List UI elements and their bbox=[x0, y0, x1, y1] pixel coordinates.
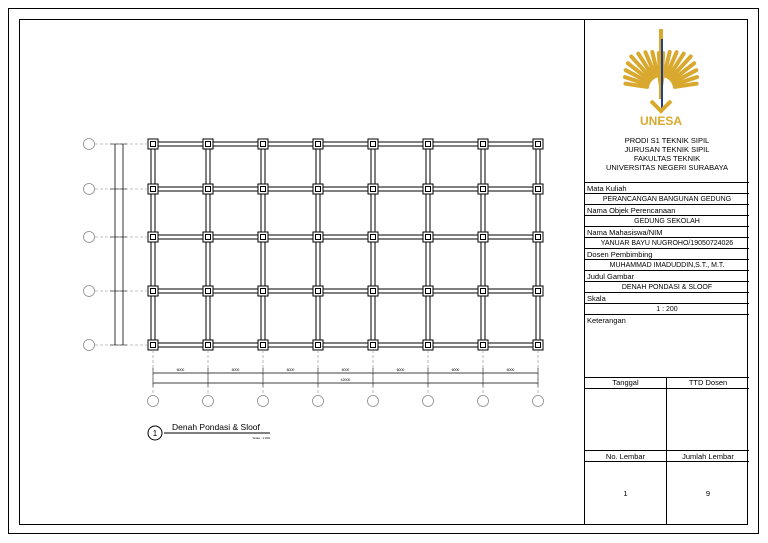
footing bbox=[148, 139, 158, 149]
institution-text bbox=[585, 136, 749, 172]
grid-bubble bbox=[533, 396, 544, 407]
footing bbox=[478, 286, 488, 296]
skala-label: Skala bbox=[585, 292, 749, 303]
footing bbox=[313, 232, 323, 242]
jumlah-lembar-label: Jumlah Lembar bbox=[667, 450, 749, 462]
grid-bubble bbox=[423, 396, 434, 407]
footing bbox=[148, 232, 158, 242]
mahasiswa-value: YANUAR BAYU NUGROHO/19050724026 bbox=[585, 237, 749, 248]
fakultas-line: FAKULTAS TEKNIK bbox=[633, 154, 701, 163]
footing bbox=[258, 184, 268, 194]
grid-bubble bbox=[84, 184, 95, 195]
span-dimension-label: 6000 bbox=[451, 368, 460, 372]
footing bbox=[533, 184, 543, 194]
footing bbox=[313, 184, 323, 194]
footing bbox=[368, 340, 378, 350]
footing bbox=[203, 184, 213, 194]
footing bbox=[368, 286, 378, 296]
footing bbox=[368, 139, 378, 149]
footing bbox=[423, 139, 433, 149]
unesa-logo bbox=[585, 19, 749, 129]
footing bbox=[533, 139, 543, 149]
footing bbox=[368, 232, 378, 242]
judul-label: Judul Gambar bbox=[585, 270, 749, 281]
span-dimension-label: 6000 bbox=[286, 368, 295, 372]
mata-kuliah-value: PERANCANGAN BANGUNAN GEDUNG bbox=[585, 193, 749, 204]
footing bbox=[478, 232, 488, 242]
grid-bubble bbox=[313, 396, 324, 407]
footing bbox=[423, 184, 433, 194]
ttd-label: TTD Dosen bbox=[667, 377, 749, 389]
grid-bubble bbox=[148, 396, 159, 407]
footing bbox=[258, 286, 268, 296]
footing bbox=[533, 232, 543, 242]
objek-value: GEDUNG SEKOLAH bbox=[585, 215, 749, 226]
footing bbox=[258, 340, 268, 350]
footing bbox=[258, 232, 268, 242]
grid-bubble bbox=[84, 139, 95, 150]
footing bbox=[533, 286, 543, 296]
footing bbox=[313, 286, 323, 296]
no-lembar-value: 1 bbox=[585, 462, 667, 525]
drawing-title: Denah Pondasi & Sloof bbox=[172, 422, 260, 432]
grid-bubble bbox=[478, 396, 489, 407]
footing bbox=[368, 184, 378, 194]
drawing-title-block bbox=[148, 422, 270, 440]
total-dimension-label: 42000 bbox=[340, 378, 351, 382]
jurusan-line: JURUSAN TEKNIK SIPIL bbox=[624, 145, 710, 154]
span-dimension-label: 6000 bbox=[506, 368, 515, 372]
footing bbox=[478, 184, 488, 194]
scale-note: Scale : 1:200 bbox=[252, 436, 270, 440]
keterangan-label: Keterangan bbox=[585, 314, 749, 325]
footing bbox=[478, 340, 488, 350]
grid-bubble bbox=[203, 396, 214, 407]
footing bbox=[148, 286, 158, 296]
logo-text: UNESA bbox=[639, 114, 683, 128]
footing bbox=[258, 139, 268, 149]
footing bbox=[533, 340, 543, 350]
grid-bubble bbox=[84, 232, 95, 243]
grid-bubble bbox=[258, 396, 269, 407]
mahasiswa-label: Nama Mahasiswa/NIM bbox=[585, 226, 749, 237]
footing bbox=[148, 340, 158, 350]
judul-value: DENAH PONDASI & SLOOF bbox=[585, 281, 749, 292]
span-dimension-label: 6000 bbox=[396, 368, 405, 372]
title-number: 1 bbox=[152, 429, 158, 438]
footing bbox=[148, 184, 158, 194]
objek-label: Nama Objek Perencanaan bbox=[585, 204, 749, 215]
footing bbox=[203, 286, 213, 296]
footing bbox=[203, 340, 213, 350]
footing bbox=[423, 232, 433, 242]
prodi-line: PRODI S1 TEKNIK SIPIL bbox=[624, 136, 710, 145]
footing bbox=[313, 139, 323, 149]
mata-kuliah-label: Mata Kuliah bbox=[585, 182, 749, 193]
span-dimension-label: 6000 bbox=[341, 368, 350, 372]
grid-bubble bbox=[84, 340, 95, 351]
footing bbox=[203, 232, 213, 242]
grid-bubble bbox=[84, 286, 95, 297]
footing bbox=[313, 340, 323, 350]
footing bbox=[203, 139, 213, 149]
span-dimension-label: 6000 bbox=[176, 368, 185, 372]
footing bbox=[423, 286, 433, 296]
footing bbox=[478, 139, 488, 149]
skala-value: 1 : 200 bbox=[585, 303, 749, 314]
no-lembar-label: No. Lembar bbox=[585, 450, 667, 462]
title-block bbox=[584, 19, 748, 525]
jumlah-lembar-value: 9 bbox=[705, 489, 711, 498]
dosen-value: MUHAMMAD IMADUDDIN,S.T., M.T. bbox=[585, 259, 749, 270]
grid-bubble bbox=[368, 396, 379, 407]
dosen-label: Dosen Pembimbing bbox=[585, 248, 749, 259]
span-dimension-label: 6000 bbox=[231, 368, 240, 372]
tanggal-label: Tanggal bbox=[585, 377, 667, 389]
footing bbox=[423, 340, 433, 350]
universitas-line: UNIVERSITAS NEGERI SURABAYA bbox=[605, 163, 729, 172]
divider bbox=[666, 389, 667, 450]
